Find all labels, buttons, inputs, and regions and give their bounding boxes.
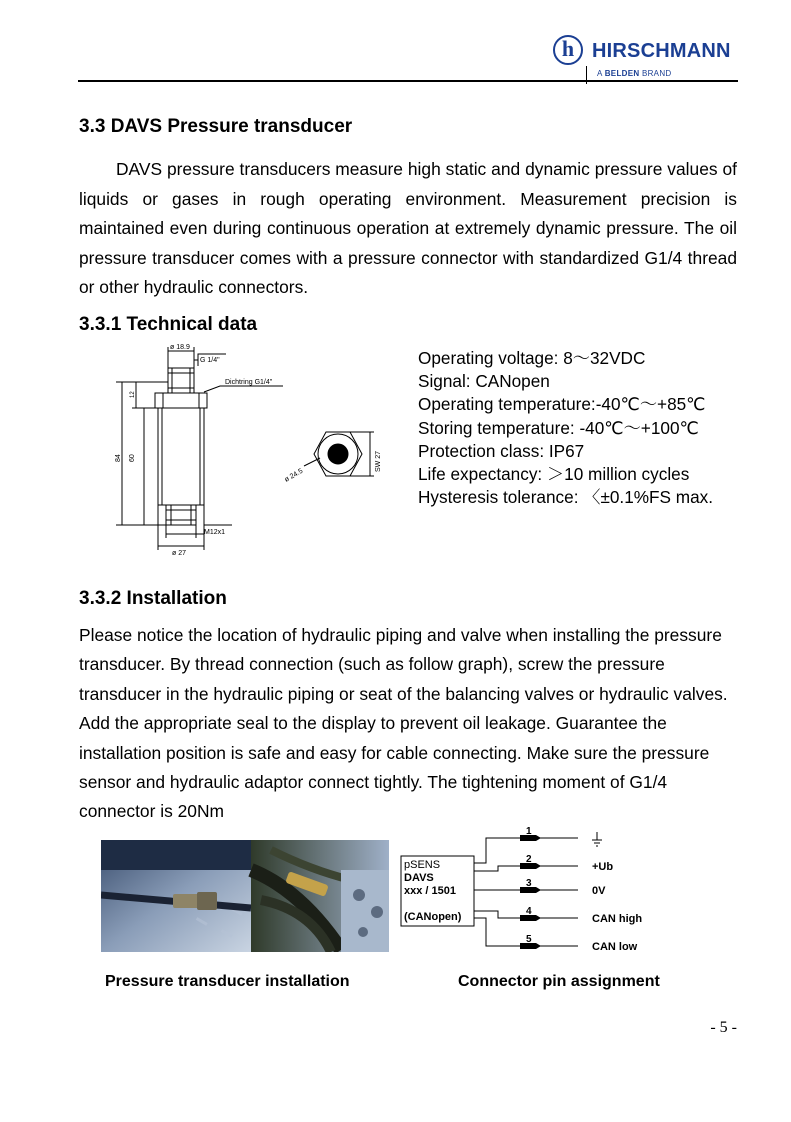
pin-1-ground-icon: ⏚ [606,842,607,843]
pin-5-number: 5 [526,934,532,945]
dim-total: 84 [115,454,122,462]
section-title: 3.3 DAVS Pressure transducer [79,116,353,137]
dim-connector: M12x1 [204,529,226,536]
spec-protection-class: Protection class: IP67 [418,440,585,461]
hirschmann-logo-icon: h [553,35,583,65]
pin-1-number: 1 [526,826,532,837]
spec-hysteresis-tolerance: Hysteresis tolerance: 〈±0.1%FS max. [418,487,714,508]
spec-signal: Signal: CANopen [418,371,550,392]
pin-4-number: 4 [526,906,532,917]
installation-title: 3.3.2 Installation [79,588,227,609]
spec-operating-voltage: Operating voltage: 8～32VDC [418,348,646,368]
photo-caption: Pressure transducer installation [105,973,350,990]
pin-4-label: CAN high [592,913,643,925]
technical-data-title: 3.3.1 Technical data [79,314,258,335]
spec-storing-temperature: Storing temperature: -40℃～+100℃ [418,417,699,438]
connector-pin-diagram [398,826,660,958]
installation-paragraph: Please notice the location of hydraulic piping and valve when installing the pressure transducer. By thread connection (such as follow graph), screw the pressure transducer in the hydraulic piping or seat of the balancing valves or hydraulic valves. Add the appropriate seal to the display to prevent oil leakage. Guarantee the installation position is safe and easy for cable connecting. Make sure the pressure sensor and hydraulic adaptor connect tightly. The tightening moment of G1/4 connector is 20Nm [79,625,728,822]
dim-thread: G 1/4" [200,357,220,364]
box-line-1: pSENS [404,859,441,871]
pin-3-number: 3 [526,878,532,889]
dim-bottom-diameter: ø 27 [172,550,187,557]
box-line-4: (CANopen) [404,911,462,923]
box-line-3: xxx / 1501 [404,885,456,897]
dim-side-diameter: ø 24.5 [283,467,305,484]
page-number: - 5 - [710,1019,737,1036]
dim-top-diameter: ø 18.9 [170,344,190,351]
brand-subtitle: A BELDEN BRAND [597,69,672,78]
dim-body: 60 [129,454,136,462]
brand-name: HIRSCHMANN [592,40,731,62]
intro-paragraph: DAVS pressure transducers measure high static and dynamic pressure values of liquids or gases in rough operating environment. Measurement precision is maintained even during continuous operation at extremely dynamic pressure. The oil pressure transducer comes with a pressure connector with standardized G1/4 thread or other hydraulic connectors. [79,159,737,297]
specs-list [418,347,713,509]
diagram-caption: Connector pin assignment [458,973,660,990]
header-rule [78,80,738,82]
spec-operating-temperature: Operating temperature:-40℃～+85℃ [418,394,706,415]
pin-3-label: 0V [592,885,606,897]
installation-photo [101,840,389,952]
pin-2-label: +Ub [592,861,614,873]
spec-life-expectancy: Life expectancy: ＞10 million cycles [418,464,690,485]
pin-5-label: CAN low [592,941,638,953]
dim-top: 12 [130,391,136,398]
technical-drawing [108,340,408,560]
dim-wrench-size: SW 27 [375,450,382,472]
pin-2-number: 2 [526,854,532,865]
dim-seal-ring: Dichtring G1/4" [225,379,273,386]
box-line-2: DAVS [404,872,434,884]
